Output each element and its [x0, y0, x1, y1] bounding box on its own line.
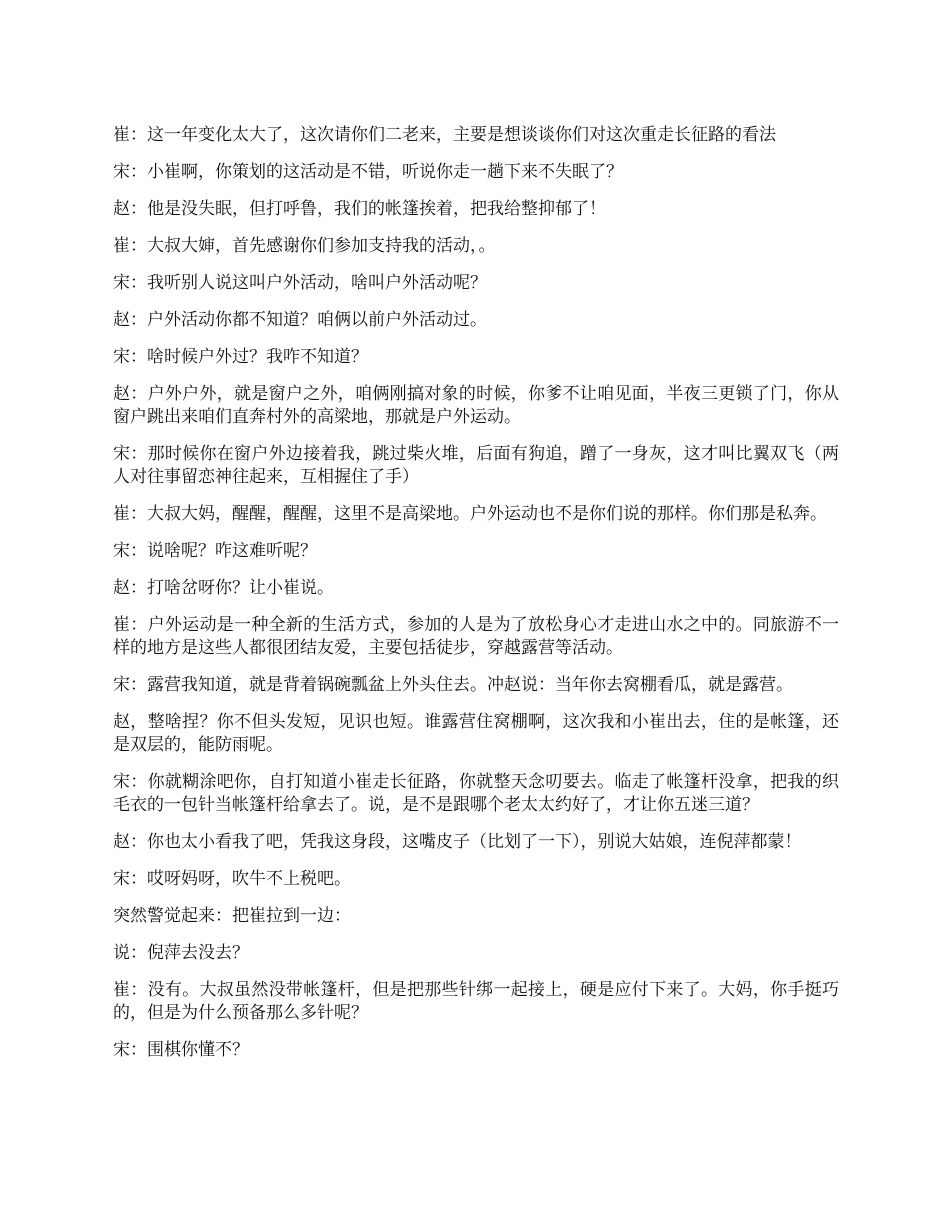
dialogue-line: 赵，整啥捏？你不但头发短，见识也短。谁露营住窝棚啊，这次我和小崔出去，住的是帐篷，还是双层的，能防雨呢。: [113, 712, 839, 755]
dialogue-line: 赵：他是没失眠，但打呼鲁，我们的帐篷挨着，把我给整抑郁了！: [113, 199, 606, 219]
dialogue-line: 赵：你也太小看我了吧，凭我这身段，这嘴皮子（比划了一下），别说大姑娘，连倪萍都蒙！: [113, 832, 802, 852]
dialogue-line: 赵：打啥岔呀你？让小崔说。: [113, 578, 334, 598]
dialogue-line: 宋：小崔啊，你策划的这活动是不错，听说你走一趟下来不失眠了？: [113, 162, 623, 182]
dialogue-line: 宋：啥时候户外过？我咋不知道？: [113, 347, 368, 367]
dialogue-line: 宋：露营我知道，就是背着锅碗瓢盆上外头住去。冲赵说：当年你去窝棚看瓜，就是露营。: [113, 675, 793, 695]
dialogue-line: 宋：我听别人说这叫户外活动，啥叫户外活动呢？: [113, 273, 487, 293]
dialogue-line: 崔：户外运动是一种全新的生活方式，参加的人是为了放松身心才走进山水之中的。同旅游不一样的地方是这些人都很团结友爱，主要包括徒步，穿越露营等活动。: [113, 615, 839, 658]
dialogue-line: 崔：大叔大婶，首先感谢你们参加支持我的活动，。: [113, 236, 496, 256]
dialogue-line: 宋：你就糊涂吧你，自打知道小崔走长征路，你就整天念叨要去。临走了帐篷杆没拿，把我的织毛衣的一包针当帐篷杆给拿去了。说，是不是跟哪个老太太约好了，才让你五迷三道？: [113, 772, 839, 815]
stage-direction: 突然警觉起来：把崔拉到一边：: [113, 906, 351, 926]
dialogue-line: 说：倪萍去没去？: [113, 943, 249, 963]
dialogue-line: 宋：那时候你在窗户外边接着我，跳过柴火堆，后面有狗追，蹭了一身灰，这才叫比翼双飞（两人对往事留恋神往起来，互相握住了手）: [113, 444, 839, 487]
dialogue-line: 宋：哎呀妈呀，吹牛不上税吧。: [113, 869, 351, 889]
dialogue-line: 崔：这一年变化太大了，这次请你们二老来，主要是想谈谈你们对这次重走长征路的看法: [113, 125, 776, 145]
dialogue-line: 崔：没有。大叔虽然没带帐篷杆，但是把那些针绑一起接上，硬是应付下来了。大妈，你手挺巧的，但是为什么预备那么多针呢？: [113, 980, 839, 1023]
dialogue-line: 宋：围棋你懂不？: [113, 1040, 249, 1060]
dialogue-line: 崔：大叔大妈，醒醒，醒醒，这里不是高梁地。户外运动也不是你们说的那样。你们那是私奔。: [113, 504, 827, 524]
dialogue-line: 宋：说啥呢？咋这难听呢？: [113, 541, 317, 561]
dialogue-line: 赵：户外户外，就是窗户之外，咱俩刚搞对象的时候，你爹不让咱见面，半夜三更锁了门，你从窗户跳出来咱们直奔村外的高梁地，那就是户外运动。: [113, 384, 839, 427]
dialogue-body: [113, 124, 839, 1076]
dialogue-line: 赵：户外活动你都不知道？咱俩以前户外活动过。: [113, 310, 487, 330]
